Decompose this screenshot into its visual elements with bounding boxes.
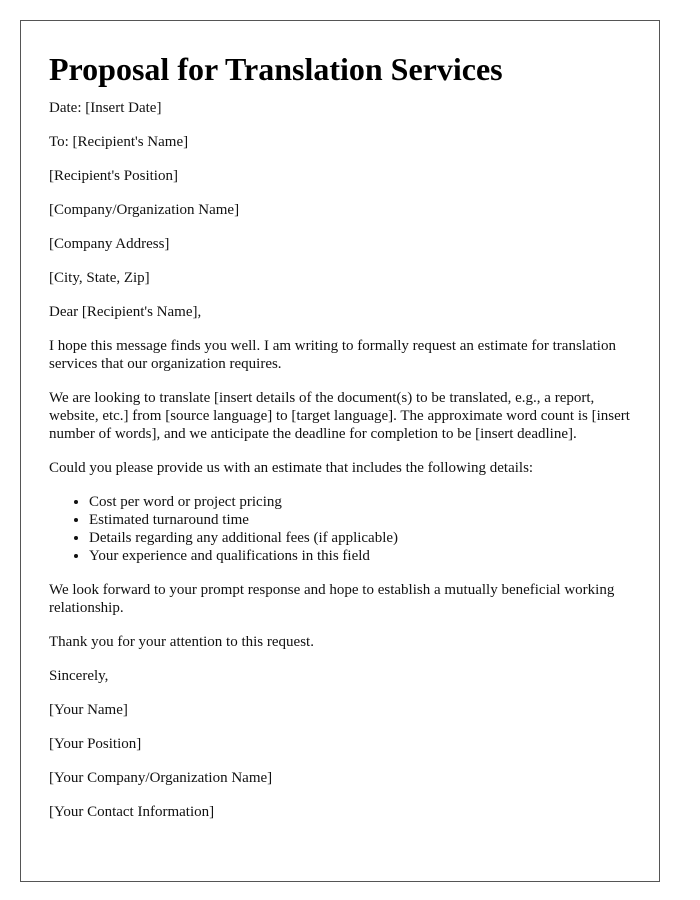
date-line: Date: [Insert Date] (49, 100, 162, 116)
estimate-details-list (49, 493, 631, 565)
list-item: • Cost per word or project pricing (89, 493, 631, 511)
list-item: • Your experience and qualifications in this field (89, 547, 631, 565)
city-state-zip-line: [City, State, Zip] (49, 270, 150, 286)
request-paragraph: Could you please provide us with an estimate that includes the following details: (49, 460, 534, 476)
list-item: • Estimated turnaround time (89, 511, 631, 529)
intro-paragraph: I hope this message finds you well. I am writing to formally request an estimate for translation services that our organization requires. (49, 338, 616, 372)
closing-paragraph: We look forward to your prompt response and hope to establish a mutually beneficial working relationship. (49, 582, 615, 616)
company-address-line: [Company Address] (49, 236, 170, 252)
company-name-line: [Company/Organization Name] (49, 202, 240, 218)
thanks-paragraph: Thank you for your attention to this request. (49, 634, 314, 650)
details-paragraph: We are looking to translate [insert details of the document(s) to be translated, e.g., a report, website, etc.] from [source language] to [target language]. The approximate word count is [insert number of words], and we anticipate the deadline for completion to be [insert deadline]. (49, 390, 630, 442)
letter-title: Proposal for Translation Services (49, 51, 503, 87)
recipient-position-line: [Recipient's Position] (49, 168, 178, 184)
sender-company: [Your Company/Organization Name] (49, 770, 273, 786)
sender-contact: [Your Contact Information] (49, 804, 215, 820)
letter-page (20, 20, 660, 882)
recipient-name-line: To: [Recipient's Name] (49, 134, 189, 150)
sender-position: [Your Position] (49, 736, 142, 752)
signoff: Sincerely, (49, 668, 109, 684)
salutation: Dear [Recipient's Name], (49, 304, 202, 320)
list-item: • Details regarding any additional fees (if applicable) (89, 529, 631, 547)
sender-name: [Your Name] (49, 702, 128, 718)
